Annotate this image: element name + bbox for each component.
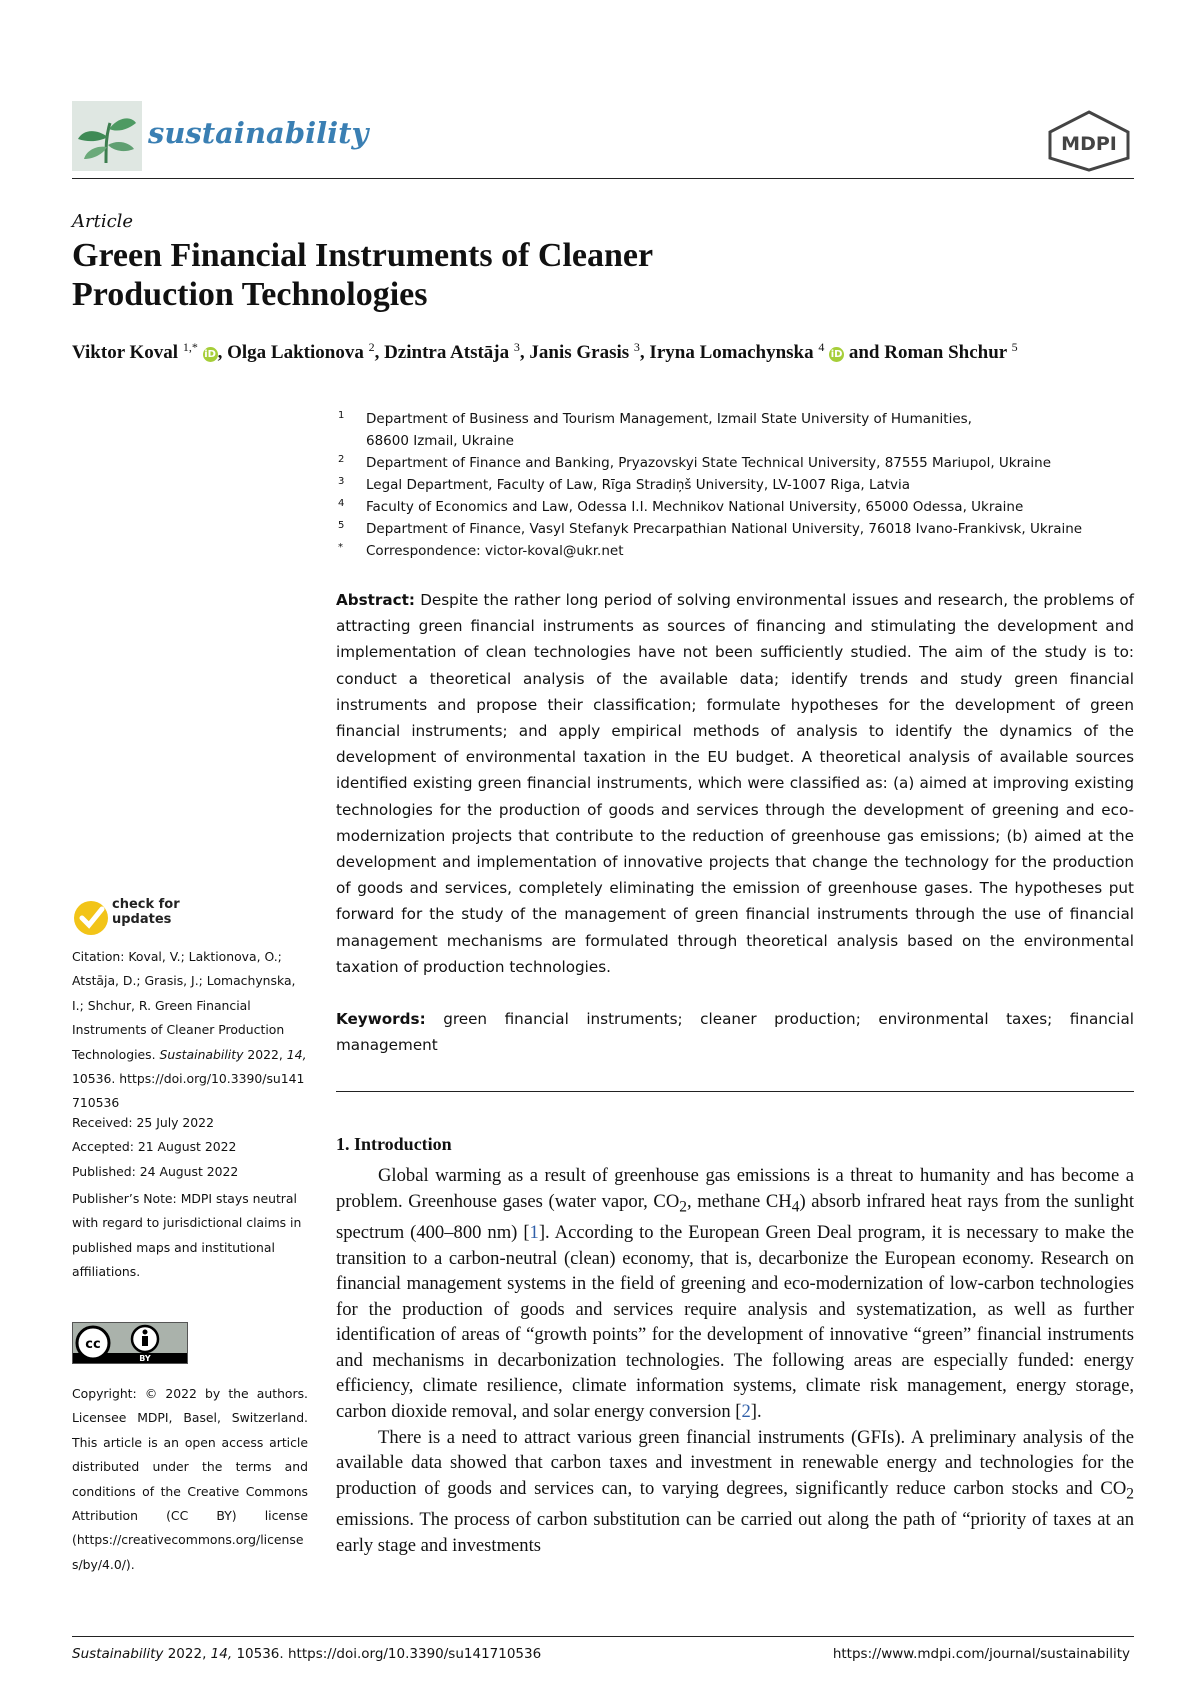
citation-label: Citation: <box>72 949 125 964</box>
copyright-block <box>72 1382 308 1577</box>
dates-block <box>72 1111 308 1184</box>
abstract-text: Despite the rather long period of solving environmental issues and research, the problems of attracting green financial instruments as sources of financing and stimulating the development and implementation of clean technologies have not been sufficiently studied. The aim of the study is to: conduct a theoretical analysis of the available data; identify trends and study green financial instruments and propose their classification; formulate hypotheses for the development of green financial instruments; and apply empirical methods of analysis to identify the dynamics of the development of environmental taxation in the EU budget. A theoretical analysis of available sources identified existing green financial instruments, which were classified as: (a) aimed at improving existing technologies for the production of goods and services through the development of greening and eco-modernization projects that contribute to the reduction of greenhouse gas emissions; (b) aimed at the development and implementation of innovative projects that change the technology for the production of goods and services, completely eliminating the emission of greenhouse gases. The hypotheses put forward for the study of the management of green financial instruments through the use of financial management mechanisms are formulated through theoretical analysis based on the environmental taxation of production technologies. <box>336 591 1135 976</box>
author-name[interactable]: , Janis Grasis <box>519 342 630 363</box>
cc-by-badge[interactable] <box>72 1322 188 1364</box>
published-date: Published: 24 August 2022 <box>72 1163 239 1179</box>
author-name[interactable]: Viktor Koval <box>72 342 179 363</box>
affiliation-line: Department of Finance and Banking, Pryazovskyi State Technical University, 87555 Mariupol, Ukraine <box>366 455 1052 471</box>
journal-logo <box>72 101 142 171</box>
keywords-label: Keywords: <box>336 1010 426 1028</box>
copyright-label: Copyright: <box>72 1386 137 1401</box>
orcid-icon[interactable]: iD <box>204 349 216 360</box>
footer-doi-link[interactable]: 10536. https://doi.org/10.3390/su141710536 <box>236 1646 542 1662</box>
citation-journal: Sustainability <box>159 1046 244 1062</box>
author-name[interactable]: , Olga Laktionova <box>217 342 364 363</box>
citation-text: Koval, V.; Laktionova, O.; Atstāja, D.; Grasis, J.; Lomachynska, I.; Shchur, R. Green Financial Instruments of Cleaner Production Technologies. <box>72 949 296 1062</box>
footer-journal-link[interactable]: https://www.mdpi.com/journal/sustainability <box>832 1646 1130 1662</box>
affiliation-number: 1 <box>338 410 345 421</box>
article-type: Article <box>72 211 134 232</box>
section-heading: 1. Introduction <box>336 1134 452 1154</box>
affiliation-number: 4 <box>338 498 345 509</box>
author-affil-sup: 5 <box>1011 340 1018 354</box>
mdpi-logo <box>1046 110 1132 172</box>
affiliation-number: * <box>338 542 343 553</box>
affiliation-number: 5 <box>338 520 345 531</box>
author-name[interactable]: , Dzintra Atstāja <box>374 342 510 363</box>
abstract-label: Abstract: <box>336 591 416 609</box>
author-name[interactable]: , Iryna Lomachynska <box>639 342 814 363</box>
paragraph: Global warming as a result of greenhouse gas emissions is a threat to humanity and has become a problem. Greenhouse gases (water vapor, $CO_2$, methane $CH_4$) absorb infrared heat rays from the sunlight spectrum (400–800 nm) [1]. According to the European Green Deal program, it is necessary to make the transition to a carbon-neutral (clean) economy, that is, decarbonize the European economy. Research on financial management systems in the field of greening and eco-modernization of low-carbon technologies for the production of goods and services require analysis and systematization, as well as further identification of areas of “growth points” for the development of innovative “green” financial instruments and mechanisms in decarbonization technologies. The following areas are especially funded: energy efficiency, climate resilience, climate information systems, climate risk management, energy storage, carbon dioxide removal, and solar energy conversion [2]. <box>336 1165 1135 1423</box>
copyright-text: © 2022 by the authors. Licensee MDPI, Basel, Switzerland. This article is an open access article distributed under the terms and conditions of the Creative Commons Attribution (CC BY) license (https://creativecommons.org/licenses/by/4.0/). <box>72 1386 308 1572</box>
mdpi-logo-text: MDPI <box>1061 133 1117 155</box>
affiliation-number: 2 <box>338 454 345 465</box>
by-icon: BY <box>139 1354 151 1363</box>
title-line-1: Green Financial Instruments of Cleaner <box>72 237 654 274</box>
author-affil-sup: 3 <box>513 340 520 354</box>
abstract <box>336 587 1134 980</box>
header-rule <box>72 178 1134 179</box>
citation-block: Citation: Koval, V.; Laktionova, O.; Atstāja, D.; Grasis, J.; Lomachynska, I.; Shchur, R. Green Financial Instruments of Cleaner Production Technologies. Sustainability 2022, 14, 10536. https://doi.org/10.3390/su141710536 <box>72 949 307 1111</box>
paragraph: There is a need to attract various green financial instruments (GFIs). A preliminary analysis of the available data showed that carbon taxes and investment in renewable energy and technologies for the production of goods and services can, to varying degrees, significantly reduce carbon stocks and $CO_2$ emissions. The process of carbon substitution can be carried out along the path of “priority of taxes at an early stage and investments <box>336 1426 1134 1556</box>
citation-doi[interactable]: 10536. https://doi.org/10.3390/su141710536 <box>72 1071 305 1111</box>
check-icon <box>72 897 112 937</box>
check-label-2: updates <box>112 912 172 927</box>
section-body <box>336 1163 1134 1558</box>
footer-citation: Sustainability 2022, 14, 10536. https://doi.org/10.3390/su141710536 <box>72 1646 542 1662</box>
author-affil-sup: 4 <box>818 340 825 354</box>
author-name[interactable]: and Roman Shchur <box>844 342 1007 363</box>
received-date: Received: 25 July 2022 <box>72 1115 214 1130</box>
title-line-2: Production Technologies <box>72 276 428 313</box>
check-label-1: check for <box>112 897 180 912</box>
citation-link[interactable]: 2 <box>741 1401 751 1423</box>
journal-name: sustainability <box>148 116 369 150</box>
affiliation-line: Department of Business and Tourism Management, Izmail State University of Humanities, <box>366 411 972 427</box>
keywords-rule <box>336 1091 1134 1092</box>
cc-icon: cc <box>85 1337 101 1352</box>
author-affil-sup: 3 <box>633 340 640 354</box>
affiliation-line: 68600 Izmail, Ukraine <box>366 433 514 449</box>
affiliation-line: Department of Finance, Vasyl Stefanyk Precarpathian National University, 76018 Ivano-Frankivsk, Ukraine <box>366 521 1083 537</box>
correspondence-line: Correspondence: victor-koval@ukr.net <box>366 543 624 559</box>
publisher-note-text: MDPI stays neutral with regard to jurisdictional claims in published maps and institutional affiliations. <box>72 1191 302 1280</box>
affiliation-line: Legal Department, Faculty of Law, Rīga Stradiņš University, LV-1007 Riga, Latvia <box>366 477 911 493</box>
affiliation-number: 3 <box>338 476 345 487</box>
author-affil-sup: 2 <box>368 340 375 354</box>
citation-link[interactable]: 1 <box>529 1221 539 1243</box>
affiliation-line: Faculty of Economics and Law, Odessa I.I. Mechnikov National University, 65000 Odessa, Ukraine <box>366 499 1024 515</box>
publisher-note-label: Publisher’s Note: <box>72 1191 177 1206</box>
keywords <box>336 1006 1134 1058</box>
article-title <box>72 236 872 314</box>
author-affil-sup: 1,* <box>182 340 198 354</box>
publisher-note <box>72 1187 308 1285</box>
keywords-text: green financial instruments; cleaner production; environmental taxes; financial management <box>336 1010 1135 1055</box>
orcid-icon[interactable]: iD <box>830 349 843 360</box>
accepted-date: Accepted: 21 August 2022 <box>72 1139 237 1155</box>
footer-rule <box>72 1636 1134 1637</box>
author-list <box>72 340 1018 364</box>
